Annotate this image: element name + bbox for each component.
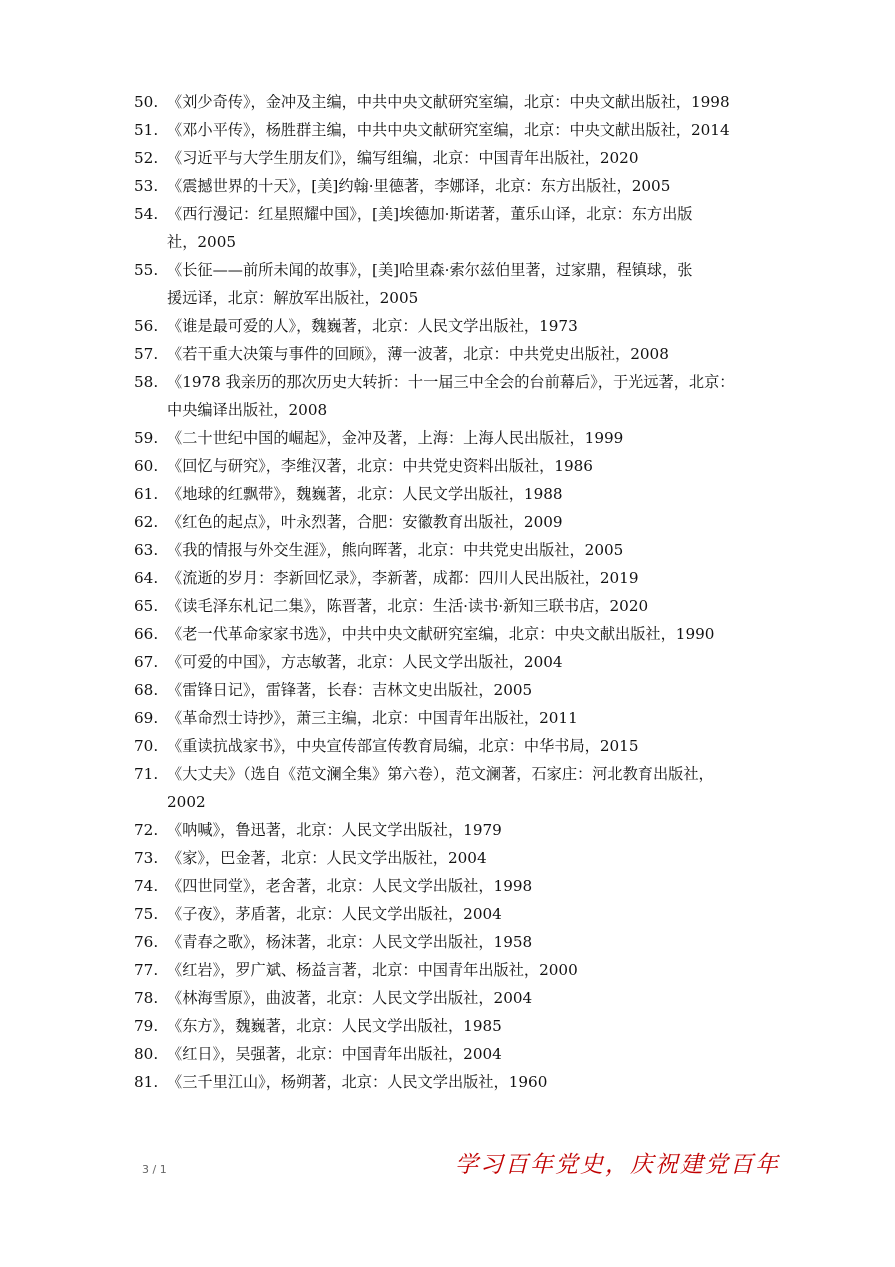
reference-number: 58. (134, 373, 159, 391)
reference-text (167, 704, 774, 732)
reference-text-line: 《若干重大决策与事件的回顾》，薄一波著，北京：中共党史出版社，2008 (167, 345, 669, 363)
reference-text (167, 956, 774, 984)
reference-text-line: 《习近平与大学生朋友们》，编写组编，北京：中国青年出版社，2020 (167, 149, 639, 167)
reference-item (134, 956, 774, 984)
reference-number: 52. (134, 149, 159, 167)
reference-text-line: 2002 (167, 793, 206, 811)
reference-number: 81. (134, 1073, 159, 1091)
reference-text (167, 872, 774, 900)
reference-number: 63. (134, 541, 159, 559)
page-number: 3 / 1 (142, 1163, 167, 1176)
reference-item (134, 424, 774, 452)
reference-text-line: 《呐喊》，鲁迅著，北京：人民文学出版社，1979 (167, 821, 502, 839)
reference-text-line: 社，2005 (167, 233, 237, 251)
reference-text (167, 900, 774, 928)
reference-text-line: 《子夜》，茅盾著，北京：人民文学出版社，2004 (167, 905, 502, 923)
reference-text (167, 256, 774, 312)
reference-number: 62. (134, 513, 159, 531)
reference-text (167, 620, 774, 648)
reference-item (134, 144, 774, 172)
reference-text-line: 《地球的红飘带》，魏巍著，北京：人民文学出版社，1988 (167, 485, 563, 503)
reference-text-line: 援远译，北京：解放军出版社，2005 (167, 289, 419, 307)
reference-text-line: 《青春之歌》，杨沫著，北京：人民文学出版社，1958 (167, 933, 533, 951)
reference-item (134, 1040, 774, 1068)
reference-number: 69. (134, 709, 159, 727)
reference-item (134, 900, 774, 928)
reference-text-line: 《红岩》，罗广斌、杨益言著，北京：中国青年出版社，2000 (167, 961, 578, 979)
reference-text (167, 928, 774, 956)
reference-text (167, 88, 774, 116)
reference-list (134, 88, 774, 1096)
reference-number: 70. (134, 737, 159, 755)
reference-item (134, 844, 774, 872)
reference-text-line: 《刘少奇传》，金冲及主编，中共中央文献研究室编，北京：中央文献出版社，1998 (167, 93, 730, 111)
reference-item (134, 508, 774, 536)
reference-item (134, 368, 774, 424)
reference-item (134, 928, 774, 956)
reference-number: 67. (134, 653, 159, 671)
reference-item (134, 88, 774, 116)
reference-item (134, 648, 774, 676)
reference-text (167, 144, 774, 172)
reference-text (167, 116, 774, 144)
reference-text-line: 《长征——前所未闻的故事》，[美]哈里森·索尔兹伯里著，过家鼎，程镇球，张 (167, 261, 693, 279)
reference-text (167, 480, 774, 508)
reference-text-line: 《回忆与研究》，李维汉著，北京：中共党史资料出版社，1986 (167, 457, 593, 475)
reference-text (167, 1068, 774, 1096)
reference-text (167, 172, 774, 200)
reference-text (167, 340, 774, 368)
reference-number: 60. (134, 457, 159, 475)
reference-number: 66. (134, 625, 159, 643)
reference-item (134, 872, 774, 900)
reference-text-line: 中央编译出版社，2008 (167, 401, 328, 419)
reference-text-line: 《流逝的岁月：李新回忆录》，李新著，成都：四川人民出版社，2019 (167, 569, 639, 587)
reference-number: 75. (134, 905, 159, 923)
reference-item (134, 256, 774, 312)
reference-item (134, 200, 774, 256)
reference-number: 64. (134, 569, 159, 587)
reference-number: 54. (134, 205, 159, 223)
reference-number: 53. (134, 177, 159, 195)
reference-text (167, 1040, 774, 1068)
reference-item (134, 732, 774, 760)
reference-text (167, 508, 774, 536)
reference-text (167, 760, 774, 816)
reference-text (167, 816, 774, 844)
reference-text-line: 《四世同堂》，老舍著，北京：人民文学出版社，1998 (167, 877, 533, 895)
reference-number: 71. (134, 765, 159, 783)
reference-text-line: 《三千里江山》，杨朔著，北京：人民文学出版社，1960 (167, 1073, 548, 1091)
reference-text (167, 592, 774, 620)
reference-number: 56. (134, 317, 159, 335)
reference-text (167, 1012, 774, 1040)
reference-text-line: 《谁是最可爱的人》，魏巍著，北京：人民文学出版社，1973 (167, 317, 578, 335)
reference-number: 78. (134, 989, 159, 1007)
reference-number: 80. (134, 1045, 159, 1063)
reference-item (134, 1068, 774, 1096)
reference-text (167, 732, 774, 760)
reference-number: 59. (134, 429, 159, 447)
reference-text-line: 《红日》，吴强著，北京：中国青年出版社，2004 (167, 1045, 502, 1063)
reference-text-line: 《震撼世界的十天》，[美]约翰·里德著，李娜译，北京：东方出版社，2005 (167, 177, 671, 195)
reference-text-line: 《大丈夫》（选自《范文澜全集》第六卷），范文澜著，石家庄：河北教育出版社， (167, 765, 714, 783)
reference-text-line: 《家》，巴金著，北京：人民文学出版社，2004 (167, 849, 487, 867)
reference-text-line: 《重读抗战家书》，中央宣传部宣传教育局编，北京：中华书局，2015 (167, 737, 639, 755)
reference-text-line: 《二十世纪中国的崛起》，金冲及著，上海：上海人民出版社，1999 (167, 429, 624, 447)
reference-item (134, 620, 774, 648)
reference-item (134, 816, 774, 844)
reference-text-line: 《1978 我亲历的那次历史大转折：十一届三中全会的台前幕后》，于光远著，北京： (167, 373, 735, 391)
reference-number: 51. (134, 121, 159, 139)
reference-item (134, 592, 774, 620)
reference-text (167, 424, 774, 452)
reference-item (134, 760, 774, 816)
reference-text (167, 312, 774, 340)
reference-number: 57. (134, 345, 159, 363)
reference-number: 76. (134, 933, 159, 951)
reference-item (134, 536, 774, 564)
reference-text (167, 200, 774, 256)
reference-item (134, 676, 774, 704)
reference-number: 77. (134, 961, 159, 979)
reference-text-line: 《可爱的中国》，方志敏著，北京：人民文学出版社，2004 (167, 653, 563, 671)
reference-text (167, 564, 774, 592)
reference-text (167, 648, 774, 676)
reference-item (134, 452, 774, 480)
reference-number: 74. (134, 877, 159, 895)
reference-text-line: 《西行漫记：红星照耀中国》，[美]埃德加·斯诺著，董乐山译，北京：东方出版 (167, 205, 693, 223)
reference-text-line: 《邓小平传》，杨胜群主编，中共中央文献研究室编，北京：中央文献出版社，2014 (167, 121, 730, 139)
reference-item (134, 340, 774, 368)
reference-text (167, 676, 774, 704)
reference-text (167, 536, 774, 564)
reference-item (134, 1012, 774, 1040)
reference-text-line: 《雷锋日记》，雷锋著，长春：吉林文史出版社，2005 (167, 681, 533, 699)
reference-text-line: 《读毛泽东札记二集》，陈晋著，北京：生活·读书·新知三联书店，2020 (167, 597, 649, 615)
reference-number: 72. (134, 821, 159, 839)
reference-item (134, 564, 774, 592)
reference-number: 68. (134, 681, 159, 699)
reference-text-line: 《我的情报与外交生涯》，熊向晖著，北京：中共党史出版社，2005 (167, 541, 624, 559)
reference-item (134, 116, 774, 144)
reference-number: 55. (134, 261, 159, 279)
reference-number: 50. (134, 93, 159, 111)
reference-item (134, 172, 774, 200)
reference-text-line: 《红色的起点》，叶永烈著，合肥：安徽教育出版社，2009 (167, 513, 563, 531)
reference-text (167, 984, 774, 1012)
reference-text-line: 《老一代革命家家书选》，中共中央文献研究室编，北京：中央文献出版社，1990 (167, 625, 715, 643)
reference-text (167, 368, 774, 424)
reference-text-line: 《革命烈士诗抄》，萧三主编，北京：中国青年出版社，2011 (167, 709, 578, 727)
reference-item (134, 312, 774, 340)
reference-text-line: 《林海雪原》，曲波著，北京：人民文学出版社，2004 (167, 989, 533, 1007)
reference-number: 73. (134, 849, 159, 867)
reference-text (167, 452, 774, 480)
reference-item (134, 704, 774, 732)
footer-slogan: 学习百年党史，庆祝建党百年 (455, 1152, 780, 1178)
reference-text (167, 844, 774, 872)
reference-item (134, 480, 774, 508)
reference-number: 65. (134, 597, 159, 615)
reference-number: 79. (134, 1017, 159, 1035)
reference-text-line: 《东方》，魏巍著，北京：人民文学出版社，1985 (167, 1017, 502, 1035)
reference-item (134, 984, 774, 1012)
reference-number: 61. (134, 485, 159, 503)
